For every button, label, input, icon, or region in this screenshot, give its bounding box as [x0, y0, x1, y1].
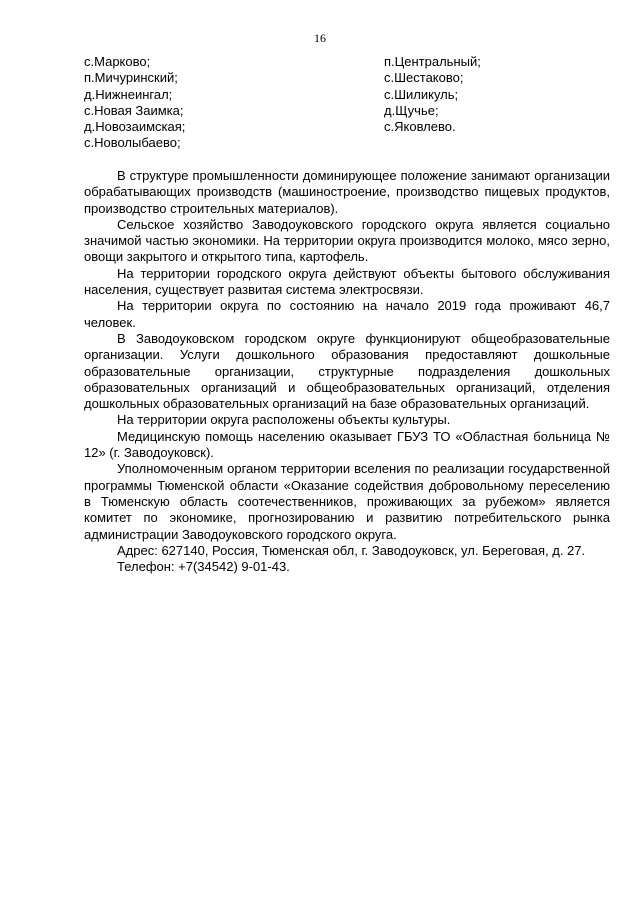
paragraph-medicine: Медицинскую помощь населению оказывает ГБУЗ ТО «Областная больница № 12» (г. Заводоуковск).: [84, 428, 610, 461]
settlement-item: с.Шиликуль;: [384, 86, 459, 102]
settlement-item: с.Новолыбаево;: [84, 135, 181, 151]
settlement-list-right-column: [384, 54, 604, 152]
paragraph-culture: На территории округа расположены объекты культуры.: [117, 412, 451, 428]
settlement-item: с.Новая Заимка;: [84, 102, 184, 118]
settlement-item: с.Яковлево.: [384, 119, 456, 135]
paragraph-agriculture: Сельское хозяйство Заводоуковского городского округа является социально значимой частью экономики. На территории округа производится молоко, мясо зерно, овощи закрытого и открытого типа, картофель.: [84, 216, 610, 265]
settlement-item: с.Шестаково;: [384, 70, 464, 86]
settlement-item: с.Марково;: [84, 54, 151, 69]
paragraph-education: В Заводоуковском городском округе функционируют общеобразовательные организации. Услуги дошкольного образования предоставляют дошкольные образовательные организации, структурные подразделения дошкольных образовательных организаций и общеобразовательных организаций, отделения дошкольных образовательных организаций на базе образовательных организаций.: [84, 330, 610, 412]
settlement-list: [84, 54, 604, 152]
page-number: 16: [314, 31, 326, 45]
paragraph-industry: В структуре промышленности доминирующее положение занимают организации обрабатывающих производств (машиностроение, производство пищевых продуктов, производство строительных материалов).: [84, 168, 610, 216]
settlement-item: д.Щучье;: [384, 102, 439, 118]
paragraph-authority: Уполномоченным органом территории вселения по реализации государственной программы Тюменской области «Оказание содействия добровольному переселению в Тюменскую область соотечественников, проживающих за рубежом» является комитет по экономике, прогнозированию и развитию потребительского рынка администрации Заводоуковского городского округа.: [84, 461, 610, 542]
paragraph-address: Адрес: 627140, Россия, Тюменская обл, г. Заводоуковск, ул. Береговая, д. 27.: [117, 542, 586, 558]
paragraph-services: На территории городского округа действуют объекты бытового обслуживания населения, существует развитая система электросвязи.: [84, 265, 610, 298]
document-body: [84, 168, 610, 575]
settlement-item: д.Нижнеингал;: [84, 86, 173, 102]
settlement-list-left-column: [84, 54, 384, 152]
settlement-item: п.Центральный;: [384, 54, 481, 69]
paragraph-population: На территории округа по состоянию на начало 2019 года проживают 46,7 человек.: [84, 298, 610, 330]
settlement-item: п.Мичуринский;: [84, 70, 178, 86]
paragraph-phone: Телефон: +7(34542) 9-01-43.: [117, 559, 290, 575]
settlement-item: д.Новозаимская;: [84, 119, 186, 135]
